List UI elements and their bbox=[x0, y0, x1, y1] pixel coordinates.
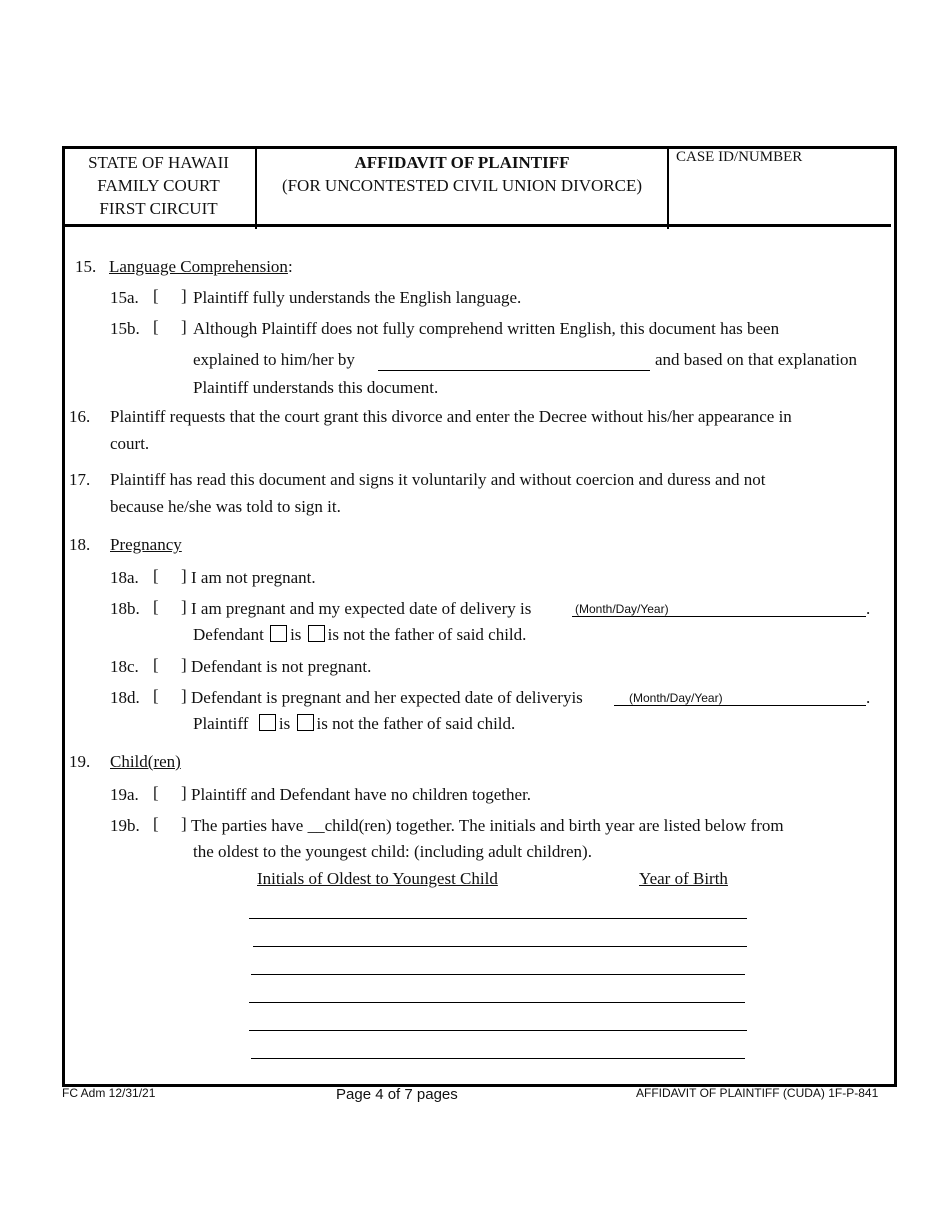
checkbox-18c-open[interactable]: [ bbox=[153, 655, 159, 674]
item-15a-text: Plaintiff fully understands the English language. bbox=[193, 288, 522, 307]
explainer-name-field[interactable] bbox=[378, 370, 650, 371]
section-16-line1: Plaintiff requests that the court grant this divorce and enter the Decree without his/her appearance in bbox=[110, 407, 792, 426]
case-number-block[interactable] bbox=[669, 146, 891, 224]
court-line-3: FIRST CIRCUIT bbox=[99, 199, 218, 218]
section-17-line1: Plaintiff has read this document and signs it voluntarily and without coercion and duress and not bbox=[110, 470, 766, 489]
item-19a-label: 19a. bbox=[110, 785, 139, 804]
is-label: is bbox=[278, 714, 291, 733]
children-initials-header: Initials of Oldest to Youngest Child bbox=[257, 869, 498, 888]
children-year-header: Year of Birth bbox=[639, 869, 728, 888]
checkbox-15b-open[interactable]: [ bbox=[153, 317, 159, 336]
checkbox-15b-close[interactable]: ] bbox=[181, 317, 187, 336]
checkbox-18d-close[interactable]: ] bbox=[181, 686, 187, 705]
item-18d-text: Defendant is pregnant and her expected date of deliveryis bbox=[191, 688, 583, 707]
checkbox-18c-close[interactable]: ] bbox=[181, 655, 187, 674]
court-line-2: FAMILY COURT bbox=[97, 176, 220, 195]
checkbox-18a-close[interactable]: ] bbox=[181, 566, 187, 585]
plaintiff-label: Plaintiff bbox=[193, 714, 249, 733]
checkbox-19a-open[interactable]: [ bbox=[153, 783, 159, 802]
date-hint-18b: (Month/Day/Year) bbox=[575, 602, 669, 616]
item-19b-label: 19b. bbox=[110, 816, 140, 835]
checkbox-18b-open[interactable]: [ bbox=[153, 597, 159, 616]
case-number-label: CASE ID/NUMBER bbox=[676, 149, 803, 165]
checkbox-18b-close[interactable]: ] bbox=[181, 597, 187, 616]
section-16-number: 16. bbox=[69, 407, 91, 426]
is-not-father-checkbox-18d[interactable] bbox=[297, 714, 314, 731]
item-18c-text: Defendant is not pregnant. bbox=[191, 657, 372, 676]
is-father-checkbox-18d[interactable] bbox=[259, 714, 276, 731]
title-block bbox=[257, 146, 669, 229]
section-18-heading: Pregnancy bbox=[110, 535, 182, 554]
child-row-3[interactable] bbox=[251, 974, 745, 975]
checkbox-19b-close[interactable]: ] bbox=[181, 814, 187, 833]
checkbox-15a-open[interactable]: [ bbox=[153, 286, 159, 305]
colon: : bbox=[287, 257, 293, 276]
defendant-label: Defendant bbox=[193, 625, 264, 644]
period-18d: . bbox=[866, 688, 871, 707]
item-19b-text-line2: the oldest to the youngest child: (including adult children). bbox=[193, 842, 592, 861]
item-18b-line2 bbox=[193, 625, 526, 645]
section-15-number: 15. bbox=[75, 257, 97, 276]
item-18b-label: 18b. bbox=[110, 599, 140, 618]
is-not-label: is not the father of said child. bbox=[316, 714, 516, 733]
item-15b-text-line3: Plaintiff understands this document. bbox=[193, 378, 439, 397]
period-18b: . bbox=[866, 599, 871, 618]
form-header bbox=[62, 146, 891, 227]
checkbox-19a-close[interactable]: ] bbox=[181, 783, 187, 802]
item-18b-text: I am pregnant and my expected date of delivery is bbox=[191, 599, 532, 618]
is-not-label: is not the father of said child. bbox=[327, 625, 527, 644]
item-15b-label: 15b. bbox=[110, 319, 140, 338]
delivery-date-field-18d[interactable] bbox=[614, 705, 866, 706]
section-16-line2: court. bbox=[110, 434, 150, 453]
item-15b-text-line2a: explained to him/her by bbox=[193, 350, 355, 369]
child-row-4[interactable] bbox=[249, 1002, 745, 1003]
court-block bbox=[62, 146, 257, 229]
item-18d-label: 18d. bbox=[110, 688, 140, 707]
section-19-heading: Child(ren) bbox=[110, 752, 181, 771]
item-18a-label: 18a. bbox=[110, 568, 139, 587]
item-15a-label: 15a. bbox=[110, 288, 139, 307]
child-row-6[interactable] bbox=[251, 1058, 745, 1059]
footer-form-title: AFFIDAVIT OF PLAINTIFF (CUDA) 1F-P-841 bbox=[636, 1086, 879, 1100]
date-hint-18d: (Month/Day/Year) bbox=[629, 691, 723, 705]
child-row-2[interactable] bbox=[253, 946, 747, 947]
item-15b-text-line1: Although Plaintiff does not fully comprehend written English, this document has been bbox=[193, 319, 780, 338]
section-19-number: 19. bbox=[69, 752, 91, 771]
section-17-number: 17. bbox=[69, 470, 91, 489]
checkbox-18d-open[interactable]: [ bbox=[153, 686, 159, 705]
court-line-1: STATE OF HAWAII bbox=[88, 153, 229, 172]
child-row-5[interactable] bbox=[249, 1030, 747, 1031]
section-18-number: 18. bbox=[69, 535, 91, 554]
item-18c-label: 18c. bbox=[110, 657, 139, 676]
item-18a-text: I am not pregnant. bbox=[191, 568, 316, 587]
is-not-father-checkbox-18b[interactable] bbox=[308, 625, 325, 642]
section-15-heading-text: Language Comprehension bbox=[109, 257, 288, 276]
form-subtitle: (FOR UNCONTESTED CIVIL UNION DIVORCE) bbox=[281, 176, 643, 195]
delivery-date-field-18b[interactable] bbox=[572, 616, 866, 617]
section-17-line2: because he/she was told to sign it. bbox=[110, 497, 341, 516]
item-19a-text: Plaintiff and Defendant have no children together. bbox=[191, 785, 532, 804]
footer-page-number: Page 4 of 7 pages bbox=[336, 1086, 458, 1103]
child-row-1[interactable] bbox=[249, 918, 747, 919]
item-19b-text-line1: The parties have __child(ren) together. The initials and birth year are listed below from bbox=[191, 816, 784, 835]
footer-form-id: FC Adm 12/31/21 bbox=[62, 1086, 156, 1100]
is-label: is bbox=[290, 625, 302, 644]
checkbox-19b-open[interactable]: [ bbox=[153, 814, 159, 833]
is-father-checkbox-18b[interactable] bbox=[270, 625, 287, 642]
checkbox-18a-open[interactable]: [ bbox=[153, 566, 159, 585]
item-18d-line2 bbox=[193, 714, 515, 734]
form-title: AFFIDAVIT OF PLAINTIFF bbox=[354, 153, 570, 172]
checkbox-15a-close[interactable]: ] bbox=[181, 286, 187, 305]
section-15-heading bbox=[109, 257, 293, 277]
item-15b-text-line2b: and based on that explanation bbox=[655, 350, 858, 369]
